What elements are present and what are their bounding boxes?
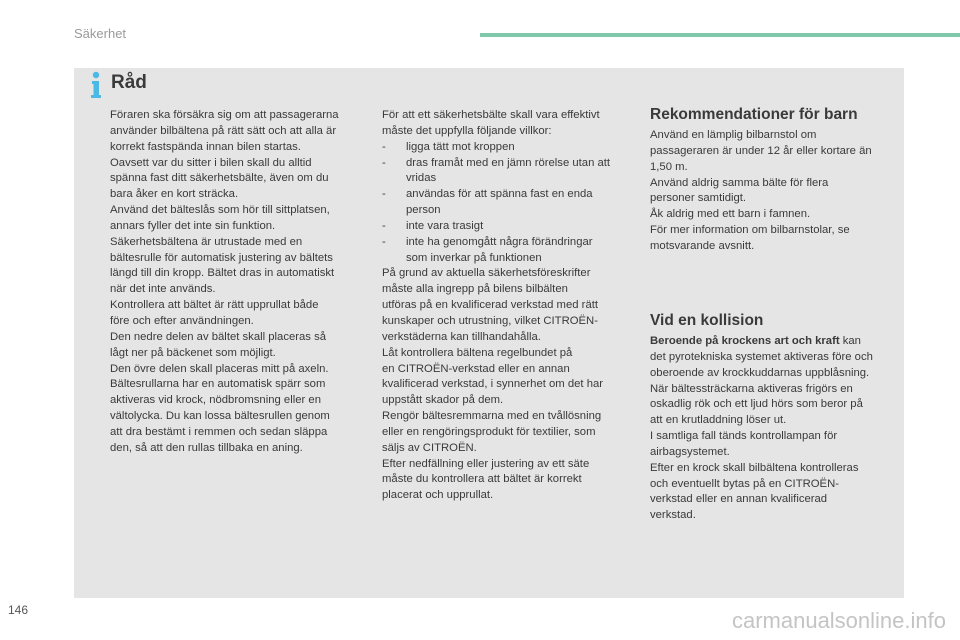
- text-line: personer samtidigt.: [650, 192, 747, 205]
- text-line: verkstad.: [650, 509, 696, 522]
- text-line: när det inte används.: [110, 283, 216, 296]
- text-line: passageraren är under 12 år eller kortare än: [650, 144, 872, 157]
- text-line: måste alla ingrepp på bilens bilbälten: [382, 283, 568, 296]
- text-line: [650, 334, 902, 350]
- text-line: vridas: [406, 172, 437, 185]
- list-item: [382, 235, 637, 267]
- text-line: säljs av CITROËN.: [382, 441, 477, 454]
- text-line: När bältessträckarna aktiveras frigörs en: [650, 382, 853, 395]
- text-line: I samtliga fall tänds kontrollampan för: [650, 430, 838, 443]
- list-item: [382, 187, 637, 219]
- children-heading: Rekommendationer för barn: [650, 106, 858, 123]
- text-line: som inverkar på funktionen: [406, 251, 542, 264]
- text-line: korrekt fastspända innan bilen startas.: [110, 140, 301, 153]
- list-dash: -: [382, 156, 386, 169]
- text-line: Låt kontrollera bältena regelbundet på: [382, 346, 573, 359]
- text-line: airbagsystemet.: [650, 445, 730, 458]
- text-line: Bältesrullarna har en automatisk spärr som: [110, 378, 326, 391]
- text-line: För mer information om bilbarnstolar, se: [650, 224, 850, 237]
- text-line: verkstäderna kan tillhandahålla.: [382, 330, 541, 343]
- column-2: [382, 108, 637, 504]
- text-line: Föraren ska försäkra sig om att passagerarna: [110, 109, 339, 121]
- text-line: uppstått skador på dem.: [382, 394, 504, 407]
- text-line: och eventuellt bytas på en CITROËN-: [650, 477, 839, 490]
- text-line: För att ett säkerhetsbälte skall vara effektivt: [382, 109, 600, 121]
- text-line: att dra bestämt i remmen och sedan släppa: [110, 425, 328, 438]
- text-line: Efter nedfällning eller justering av ett säte: [382, 457, 590, 470]
- text-line: Använd en lämplig bilbarnstol om: [650, 129, 817, 141]
- list-dash: -: [382, 188, 386, 201]
- text-line: bältesrulle för automatisk justering av bältets: [110, 251, 333, 264]
- text-line: längd till din kropp. Bältet dras in automatiskt: [110, 267, 335, 280]
- text-line: Åk aldrig med ett barn i famnen.: [650, 208, 811, 221]
- text-line: före och efter användningen.: [110, 314, 254, 327]
- panel-heading: Råd: [111, 72, 147, 93]
- lead-rest: kan: [839, 335, 861, 347]
- column-3: [650, 128, 902, 255]
- collision-heading: Vid en kollision: [650, 312, 764, 329]
- bold-lead: Beroende på krockens art och kraft: [650, 335, 840, 347]
- text-line: 1,50 m.: [650, 160, 688, 173]
- list-dash: -: [382, 235, 386, 248]
- text-line: spänna fast ditt säkerhetsbälte, även om du: [110, 172, 329, 185]
- text-line: bara åker en kort sträcka.: [110, 188, 239, 201]
- text-line: Kontrollera att bältet är rätt upprullat både: [110, 299, 319, 312]
- list-dash: -: [382, 140, 386, 153]
- text-line: aktiveras vid krock, nödbromsning eller en: [110, 394, 321, 407]
- text-line: annars fyller det inte sin funktion.: [110, 219, 276, 232]
- page-number: 146: [8, 603, 29, 617]
- text-line: Rengör bältesremmarna med en tvållösning: [382, 410, 602, 423]
- text-line: oberoende av krockkuddarnas uppblåsning.: [650, 366, 870, 379]
- text-line: Den nedre delen av bältet skall placeras så: [110, 330, 327, 343]
- text-line: lågt ner på bäckenet som möjligt.: [110, 346, 276, 359]
- text-line: kunskaper och utrustning, vilket CITROËN-: [382, 314, 598, 327]
- header-accent-bar: [480, 33, 960, 37]
- column-4: [650, 334, 902, 524]
- text-line: att en krutladdning löser ut.: [650, 414, 787, 427]
- text-line: person: [406, 204, 441, 217]
- text-line: inte ha genomgått några förändringar: [406, 235, 593, 248]
- info-icon: [86, 70, 106, 100]
- text-line: använder bilbältena på rätt sätt och att alla är: [110, 124, 337, 137]
- text-line: en CITROËN-verkstad eller en annan: [382, 362, 570, 375]
- text-line: placerat och upprullat.: [382, 489, 494, 502]
- text-line: Använd det bälteslås som hör till sittplatsen,: [110, 204, 330, 217]
- text-line: motsvarande avsnitt.: [650, 239, 755, 252]
- text-line: den, så att den rullas tillbaka en aning.: [110, 441, 303, 454]
- text-line: utföras på en kvalificerad verkstad med rätt: [382, 299, 598, 312]
- text-line: användas för att spänna fast en enda: [406, 188, 593, 201]
- text-line: eller en rengöringsprodukt för textilier, som: [382, 425, 596, 438]
- text-line: Efter en krock skall bilbältena kontrolleras: [650, 461, 859, 474]
- text-line: Oavsett var du sitter i bilen skall du alltid: [110, 156, 312, 169]
- text-line: det pyrotekniska systemet aktiveras före och: [650, 350, 873, 363]
- text-line: måste det uppfylla följande villkor:: [382, 124, 552, 137]
- list-item: [382, 156, 637, 188]
- list-item: [382, 219, 637, 235]
- text-line: dras framåt med en jämn rörelse utan att: [406, 156, 611, 169]
- text-line: vältolycka. Du kan lossa bältesrullen genom: [110, 410, 330, 423]
- text-line: inte vara trasigt: [406, 219, 484, 232]
- column-1: [110, 108, 365, 457]
- text-line: Använd aldrig samma bälte för flera: [650, 176, 829, 189]
- text-line: verkstad eller en annan kvalificerad: [650, 493, 828, 506]
- text-line: Den övre delen skall placeras mitt på axeln.: [110, 362, 329, 375]
- text-line: måste du kontrollera att bältet är korrekt: [382, 473, 582, 486]
- section-title: Säkerhet: [74, 26, 127, 41]
- text-line: Säkerhetsbältena är utrustade med en: [110, 235, 303, 248]
- list-dash: -: [382, 219, 386, 232]
- watermark: carmanualsonline.info: [731, 608, 946, 633]
- text-line: På grund av aktuella säkerhetsföreskrifter: [382, 267, 591, 280]
- text-line: oskadlig rök och ett ljud hörs som beror på: [650, 398, 863, 411]
- text-line: ligga tätt mot kroppen: [406, 140, 515, 153]
- list-item: [382, 140, 637, 156]
- text-line: kvalificerad verkstad, i synnerhet om det har: [382, 378, 604, 391]
